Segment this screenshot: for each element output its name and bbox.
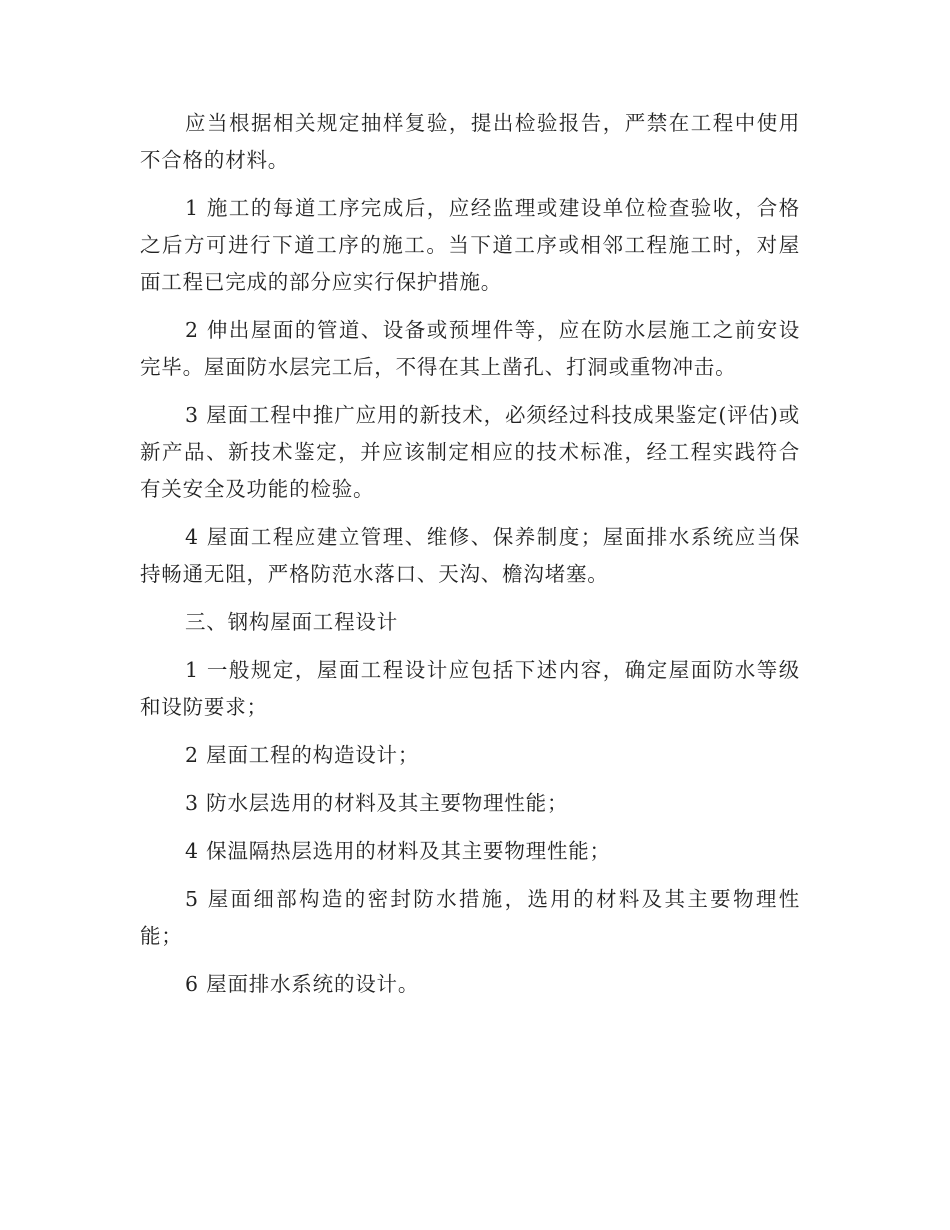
paragraph: 5 屋面细部构造的密封防水措施，选用的材料及其主要物理性能；: [140, 887, 800, 948]
paragraph: 1 施工的每道工序完成后，应经监理或建设单位检查验收，合格之后方可进行下道工序的施工。当下道工序或相邻工程施工时，对屋面工程已完成的部分应实行保护措施。: [140, 196, 800, 294]
section-heading: 三、钢构屋面工程设计: [185, 610, 398, 634]
paragraph: 4 屋面工程应建立管理、维修、保养制度；屋面排水系统应当保持畅通无阻，严格防范水落口、天沟、檐沟堵塞。: [140, 525, 800, 586]
paragraph: 1 一般规定，屋面工程设计应包括下述内容，确定屋面防水等级和设防要求；: [140, 658, 800, 719]
paragraph: 2 屋面工程的构造设计；: [185, 743, 420, 767]
document-body: [140, 105, 800, 1014]
paragraph: 3 防水层选用的材料及其主要物理性能；: [185, 791, 569, 815]
paragraph: 2 伸出屋面的管道、设备或预埋件等，应在防水层施工之前安设完毕。屋面防水层完工后，不得在其上凿孔、打洞或重物冲击。: [140, 318, 800, 379]
paragraph: 应当根据相关规定抽样复验，提出检验报告，严禁在工程中使用不合格的材料。: [140, 111, 800, 172]
paragraph: 3 屋面工程中推广应用的新技术，必须经过科技成果鉴定(评估)或新产品、新技术鉴定，并应该制定相应的技术标准，经工程实践符合有关安全及功能的检验。: [140, 403, 800, 501]
paragraph: 6 屋面排水系统的设计。: [185, 972, 420, 996]
paragraph: 4 保温隔热层选用的材料及其主要物理性能；: [185, 839, 611, 863]
